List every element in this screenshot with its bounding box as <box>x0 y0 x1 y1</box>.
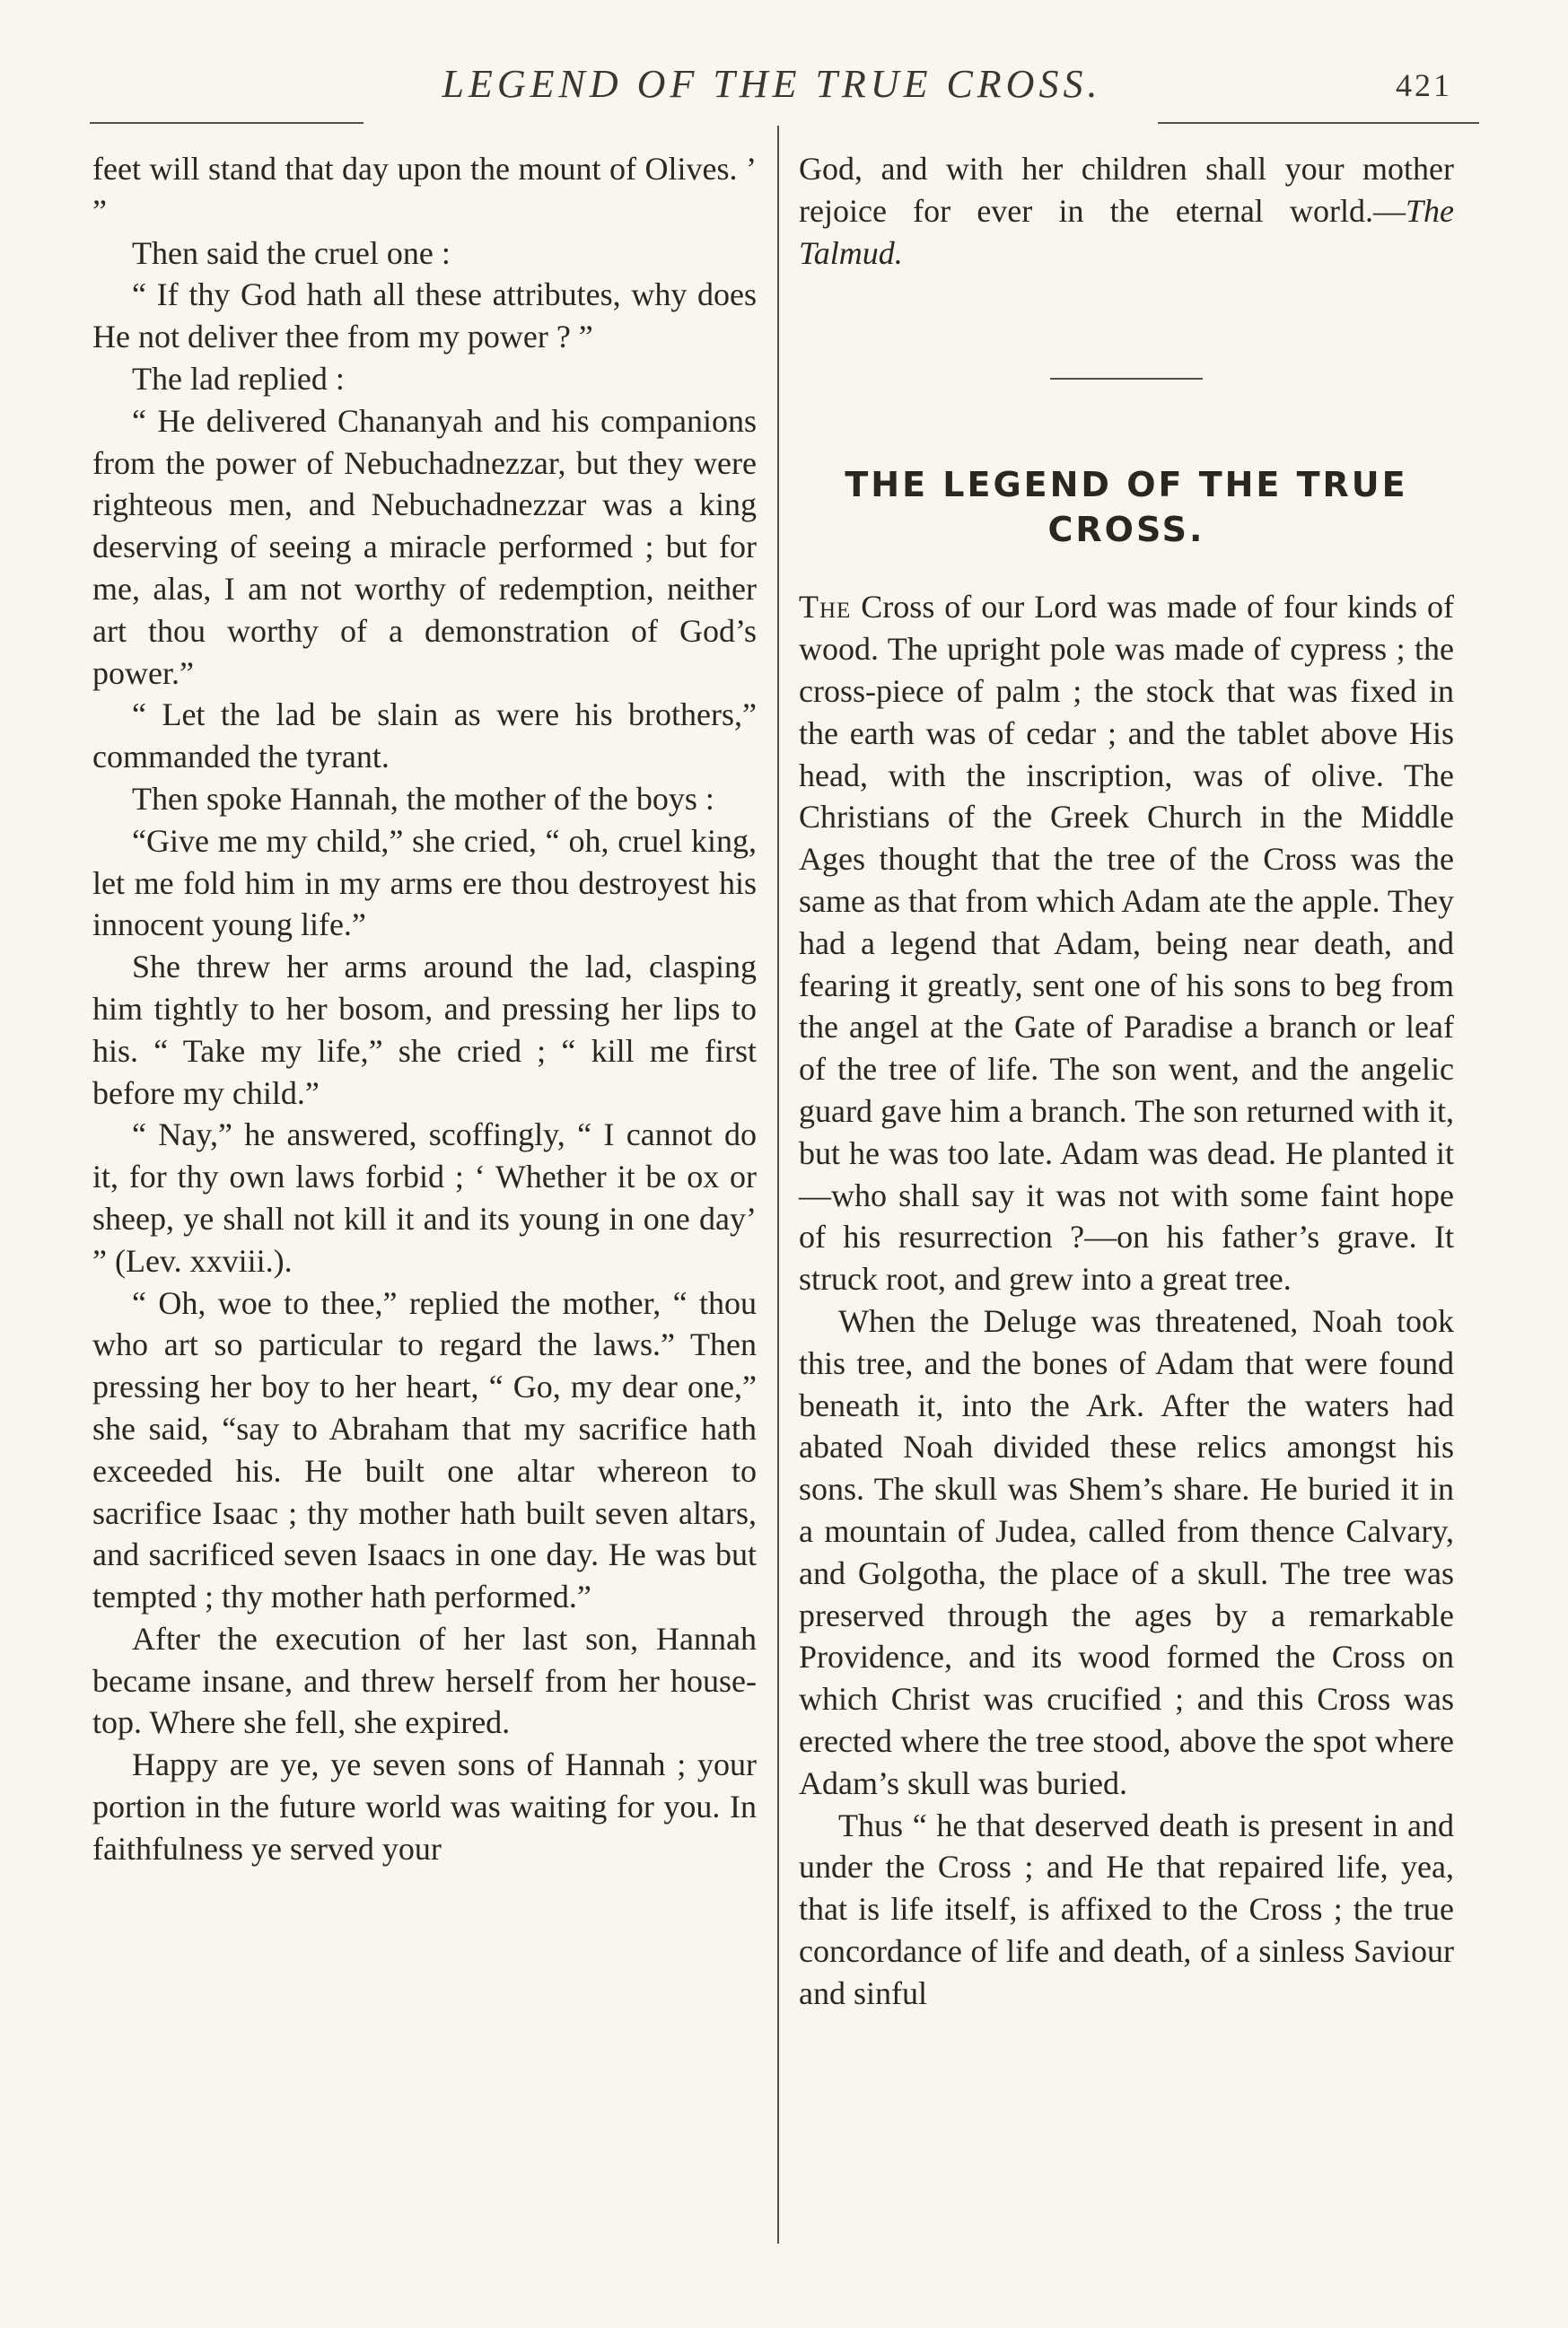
paragraph: “ Let the lad be slain as were his brothers,” commanded the tyrant. <box>92 696 757 775</box>
running-title: LEGEND OF THE TRUE CROSS. <box>442 62 1102 106</box>
paragraph: “ If thy God hath all these attributes, why does He not deliver thee from my power ? ” <box>92 276 757 355</box>
column-divider <box>777 126 779 2244</box>
article-heading: THE LEGEND OF THE TRUE CROSS. <box>845 465 1408 550</box>
paragraph: “Give me my child,” she cried, “ oh, cruel king, let me fold him in my arms ere thou destroyest his innocent young life.” <box>92 822 757 943</box>
paragraph: After the execution of her last son, Hannah became insane, and threw herself from her house-top. Where she fell, she expired. <box>92 1620 757 1741</box>
running-head <box>0 54 1568 117</box>
paragraph: Then spoke Hannah, the mother of the boys : <box>132 780 714 817</box>
paragraph: “ Nay,” he answered, scoffingly, “ I cannot do it, for thy own laws forbid ; ‘ Whether it be ox or sheep, ye shall not kill it and its young in one day’ ” (Lev. xxviii.). <box>92 1116 757 1279</box>
source-citation: The Talmud. <box>799 192 1454 271</box>
paragraph: She threw her arms around the lad, clasping him tightly to her bosom, and pressing her lips to his. “ Take my life,” she cried ; “ kill me first before my child.” <box>92 949 757 1111</box>
left-column <box>92 148 757 1870</box>
header-rule-right <box>1158 122 1479 124</box>
paragraph: The lad replied : <box>132 360 345 397</box>
paragraph: Thus “ he that deserved death is present in and under the Cross ; and He that repaired life, yea, that is life itself, is affixed to the Cross ; the true concordance of life and death, of a sinless Saviour and sinful <box>799 1807 1454 2011</box>
paragraph: Then said the cruel one : <box>132 234 451 271</box>
paragraph: Happy are ye, ye seven sons of Hannah ; your portion in the future world was waiting for you. In faithfulness ye served your <box>92 1746 757 1867</box>
page-number: 421 <box>1396 67 1452 103</box>
right-column <box>799 148 1454 2014</box>
continuation-text: God, and with her children shall your mother rejoice for ever in the eternal world.— <box>799 151 1454 229</box>
header-rule-left <box>90 122 364 124</box>
paragraph: feet will stand that day upon the mount of Olives. ’ ” <box>92 151 757 229</box>
paragraph: “ He delivered Chananyah and his companions from the power of Nebuchadnezzar, but they were righteous men, and Nebuchadnezzar was a king deserving of seeing a miracle performed ; but for me, alas, I am not worthy of redemption, neither art thou worthy of a demonstration of God’s power.” <box>92 402 757 691</box>
paragraph-text: Cross of our Lord was made of four kinds of wood. The upright pole was made of cypress ; the cross-piece of palm ; the stock that was fixed in the earth was of cedar ; and the tablet above His head, with the inscription, was of olive. The Christians of the Greek Church in the Middle Ages thought that the tree of the Cross was the same as that from which Adam ate the apple. They had a legend that Adam, being near death, and fearing it greatly, sent one of his sons to beg from the angel at the Gate of Paradise a branch or leaf of the tree of life. The son went, and the angelic guard gave him a branch. The son returned with it, but he was too late. Adam was dead. He planted it—who shall say it was not with some faint hope of his resurrection ?—on his father’s grave. It struck root, and grew into a great tree. <box>799 589 1454 1298</box>
section-divider <box>1050 378 1203 380</box>
paragraph <box>799 586 1454 1300</box>
lead-word: The <box>799 589 852 626</box>
paragraph: When the Deluge was threatened, Noah took this tree, and the bones of Adam that were found beneath it, into the Ark. After the waters had abated Noah divided these relics amongst his sons. The skull was Shem’s share. He buried it in a mountain of Judea, called from thence Calvary, and Golgotha, the place of a skull. The tree was preserved through the ages by a remarkable Providence, and its wood formed the Cross on which Christ was crucified ; and this Cross was erected where the tree stood, above the spot where Adam’s skull was buried. <box>799 1302 1454 1801</box>
talmud-continuation <box>799 148 1454 274</box>
paragraph: “ Oh, woe to thee,” replied the mother, “ thou who art so particular to regard the laws.” Then pressing her boy to her heart, “ Go, my dear one,” she said, “say to Abraham that my sacrifice hath exceeded his. He built one altar whereon to sacrifice Isaac ; thy mother hath built seven altars, and sacrificed seven Isaacs in one day. He was but tempted ; thy mother hath performed.” <box>92 1284 757 1615</box>
